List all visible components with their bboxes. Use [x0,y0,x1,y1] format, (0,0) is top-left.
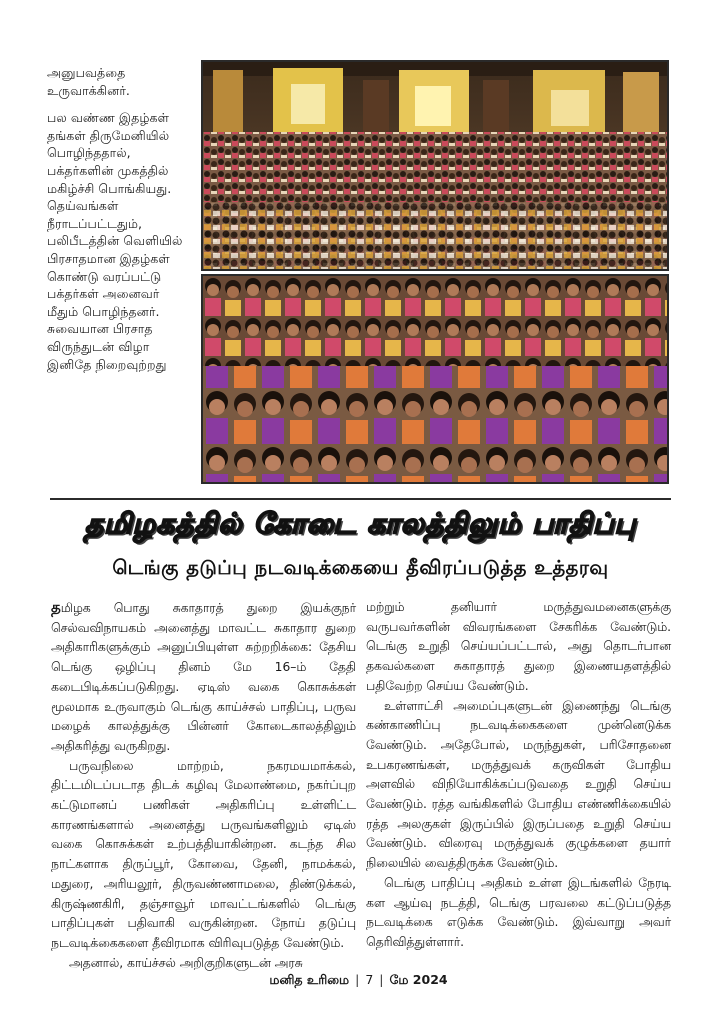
page-number: 7 [365,972,374,987]
page-footer: மனித உரிமை | 7 | மே 2024 [269,972,448,987]
article-column-1 [51,598,356,973]
temple-crowd-photo [201,60,669,271]
article-paragraph: பருவநிலை மாற்றம், நகரமயமாக்கல், திட்டமிடப்படாத திடக் கழிவு மேலாண்மை, நகர்ப்புற கட்டுமானப் பணிகள் அதிகரிப்பு உள்ளிட்ட காரணங்களால் அனைத்து பருவங்களிலும் ஏடிஸ் வகை கொசுக்கள் உற்பத்தியாகின்றன. கடந்த சில நாட்களாக திருப்பூர், கோவை, தேனி, நாமக்கல், மதுரை, அரியலூர், திருவண்ணாமலை, திண்டுக்கல், கிருஷ்ணகிரி, தஞ்சாவூர் மாவட்டங்களில் டெங்கு பாதிப்புகள் பதிவாகி வருகின்றன. நோய் தடுப்பு நடவடிக்கைகளை தீவிரமாக விரிவுபடுத்த வேண்டும். [51,758,356,950]
article-subheadline: டெங்கு தடுப்பு நடவடிக்கையை தீவிரப்படுத்த உத்தரவு [112,556,609,579]
sidebar-paragraph-1: அனுபவத்தை உருவாக்கினர். [47,65,130,98]
article-paragraph: டெங்கு பாதிப்பு அதிகம் உள்ள இடங்களில் நேரடி கள ஆய்வு நடத்தி, டெங்கு பரவலை கட்டுப்படுத்த நடவடிக்கை எடுக்க வேண்டும். இவ்வாறு அவர் தெரிவித்துள்ளார். [366,875,671,949]
devotees-photo [201,274,669,484]
article-column-2 [366,598,671,953]
drop-cap: த [51,598,61,616]
article-paragraph: உள்ளாட்சி அமைப்புகளுடன் இணைந்து டெங்கு கண்காணிப்பு நடவடிக்கைகளை முன்னெடுக்க வேண்டும். அதேபோல், மருந்துகள், பரிசோதனை உபகரணங்கள், மருத்துவக் கருவிகள் போதிய அளவில் விநியோகிக்கப்படுவதை உறுதி செய்ய வேண்டும். ரத்த வங்கிகளில் போதிய எண்ணிக்கையில் ரத்த அலகுகள் இருப்பில் இருப்பதை உறுதி செய்ய வேண்டும். விரைவு மருத்துவக் குழுக்களை தயார் நிலையில் வைத்திருக்க வேண்டும். [366,698,671,871]
article-headline: தமிழகத்தில் கோடை காலத்திலும் பாதிப்பு [84,507,637,540]
temple-crowd-image [203,62,667,269]
article-paragraph: மற்றும் தனியார் மருத்துவமனைகளுக்கு வருபவர்களின் விவரங்களை சேகரிக்க வேண்டும். டெங்கு உறுதி செய்யப்பட்டால், அது தொடர்பான தகவல்களை சுகாதாரத் துறை இணையதளத்தில் பதிவேற்ற செய்ய வேண்டும். [366,600,671,693]
magazine-name: மனித உரிமை [269,972,350,987]
devotees-image [203,276,667,482]
sidebar-paragraph-2: பல வண்ண இதழ்கள் தங்கள் திருமேனியில் பொழிந்ததால், பக்தர்களின் முகத்தில் மகிழ்ச்சி பொங்கியது. தெய்வங்கள் நீராடப்பட்டதும், பலிபீடத்தின் வெளியில் பிரசாதமான இதழ்கள் கொண்டு வரப்பட்டு பக்தர்கள் அனைவர் மீதும் பொழிந்தனர். சுவையான பிரசாத விருந்துடன் விழா இனிதே நிறைவுற்றது [47,110,183,372]
article-paragraph: அதனால், காய்ச்சல் அறிகுறிகளுடன் அரசு [69,955,303,970]
article-paragraph-text: மிழக பொது சுகாதாரத் துறை இயக்குநர் செல்வவிநாயகம் அனைத்து மாவட்ட சுகாதார துறை அதிகாரிகளுக்கும் அனுப்பியுள்ள சுற்றறிக்கை: தேசிய டெங்கு ஒழிப்பு தினம் மே 16–ம் தேதி கடைபிடிக்கப்படுகிறது. ஏடிஸ் வகை கொசுக்கள் மூலமாக உருவாகும் டெங்கு காய்ச்சல் பாதிப்பு, பருவ மழைக் காலத்துக்கு பின்னர் கோடைகாலத்திலும் அதிகரித்து வருகிறது. [51,601,356,753]
issue-date: மே 2024 [389,972,448,987]
article-paragraph [51,598,356,757]
section-divider [50,498,671,500]
sidebar-column [47,64,189,373]
